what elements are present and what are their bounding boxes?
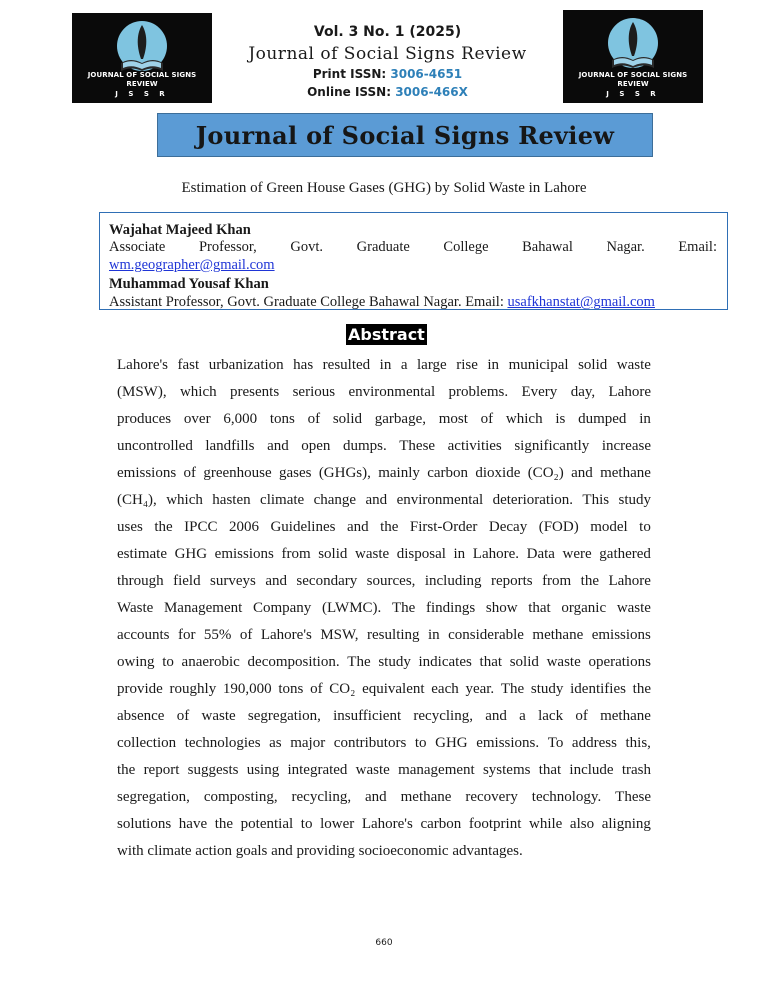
- abstract-line: [117, 406, 651, 433]
- abstract-word: rise: [456, 357, 478, 373]
- abstract-word: (LWMC).: [322, 600, 382, 616]
- abstract-word: a: [519, 708, 526, 724]
- abstract-word: technology.: [531, 789, 602, 805]
- abstract-word: significantly: [514, 438, 590, 454]
- journal-logo-right: [563, 10, 703, 103]
- abstract-word: 55%: [203, 627, 232, 643]
- abstract-word: gathered: [599, 546, 651, 562]
- abstract-word: MSW,: [320, 627, 359, 643]
- print-issn-label: Print ISSN:: [312, 67, 387, 81]
- abstract-word: recycling,: [413, 708, 473, 724]
- abstract-word: as: [269, 735, 282, 751]
- abstract-word: is: [555, 411, 566, 427]
- logo-abbrev-text: J S S R: [115, 89, 169, 98]
- abstract-word: GHG: [174, 546, 208, 562]
- abstract-word: suggests: [187, 762, 239, 778]
- abstract-word: mainly: [378, 465, 420, 481]
- online-issn: [220, 85, 555, 99]
- abstract-word: Lahore's: [117, 357, 169, 373]
- abstract-word: disposal: [396, 546, 446, 562]
- abstract-word: carbon: [427, 465, 469, 481]
- abstract-word: organic: [561, 600, 607, 616]
- abstract-line: [117, 784, 651, 811]
- abstract-word: solid: [578, 357, 608, 373]
- abstract-word: Lahore's: [260, 627, 312, 643]
- abstract-word: and: [571, 465, 593, 481]
- abstract-word: each: [431, 681, 459, 697]
- abstract-word: (CH₄),: [117, 492, 157, 508]
- abstract-word: using: [246, 762, 280, 778]
- abstract-word: in: [487, 357, 500, 373]
- abstract-word: of: [575, 708, 588, 724]
- abstract-word: study: [378, 654, 411, 670]
- abstract-word: urbanization: [208, 357, 284, 373]
- abstract-word: report: [143, 762, 180, 778]
- author-email-link[interactable]: wm.geographer@gmail.com: [109, 257, 275, 273]
- abstract-word: lack: [538, 708, 564, 724]
- abstract-word: and: [485, 708, 507, 724]
- online-issn-label: Online ISSN:: [307, 85, 391, 99]
- abstract-word: increase: [601, 438, 651, 454]
- abstract-word: insufficient: [333, 708, 402, 724]
- abstract-word: and: [346, 519, 369, 535]
- abstract-word: anaerobic: [181, 654, 240, 670]
- abstract-word: decomposition.: [247, 654, 340, 670]
- abstract-word: and: [365, 492, 388, 508]
- abstract-word: also: [569, 816, 595, 832]
- abstract-word: provide: [117, 681, 163, 697]
- author-email-link[interactable]: usafkhanstat@gmail.com: [507, 294, 655, 310]
- abstract-word: from: [542, 573, 572, 589]
- abstract-word: 190,000: [222, 681, 272, 697]
- abstract-word: from: [281, 546, 311, 562]
- logo-journal-text: JOURNAL OF SOCIAL SIGNS REVIEW: [578, 70, 688, 89]
- abstract-word: To: [547, 735, 564, 751]
- affiliation-word: Nagar.: [606, 239, 645, 255]
- abstract-word: in: [379, 357, 392, 373]
- abstract-word: dioxide: [475, 465, 521, 481]
- abstract-word: the: [117, 762, 136, 778]
- abstract-word: the: [380, 519, 399, 535]
- abstract-word: Guidelines: [270, 519, 336, 535]
- author-affiliation: [109, 294, 655, 310]
- abstract-word: trash: [621, 762, 651, 778]
- article-title: Estimation of Green House Gases (GHG) by Solid Waste in Lahore: [181, 180, 587, 196]
- abstract-word: secondary: [296, 573, 358, 589]
- affiliation-word: Govt.: [290, 239, 324, 255]
- abstract-line: [117, 595, 651, 622]
- abstract-word: Every: [521, 384, 558, 400]
- abstract-word: emissions: [591, 627, 651, 643]
- abstract-word: municipal: [508, 357, 569, 373]
- page-number: 660: [375, 938, 393, 948]
- abstract-word: emissions: [214, 546, 274, 562]
- abstract-word: reports: [490, 573, 533, 589]
- author-affiliation: [109, 239, 717, 256]
- abstract-word: indicates: [418, 654, 472, 670]
- abstract-word: model: [590, 519, 628, 535]
- abstract-word: (MSW),: [117, 384, 167, 400]
- abstract-word: segregation,: [117, 789, 190, 805]
- online-issn-number: 3006-466X: [395, 85, 468, 99]
- abstract-word: 2006: [228, 519, 259, 535]
- abstract-line: [117, 703, 651, 730]
- abstract-word: considerable: [448, 627, 524, 643]
- abstract-word: owing: [117, 654, 155, 670]
- abstract-word: IPCC: [184, 519, 218, 535]
- affiliation-word: Professor,: [198, 239, 257, 255]
- abstract-word: which: [166, 492, 203, 508]
- abstract-body: [117, 352, 651, 865]
- abstract-line: [117, 676, 651, 703]
- abstract-word: open: [301, 438, 331, 454]
- abstract-word: sources,: [366, 573, 416, 589]
- abstract-word: equivalent: [362, 681, 425, 697]
- affiliation-word: Graduate: [356, 239, 410, 255]
- abstract-word: Decay: [488, 519, 528, 535]
- abstract-word: tons: [269, 411, 295, 427]
- abstract-word: of: [176, 708, 190, 724]
- abstract-word: dumps.: [342, 438, 387, 454]
- abstract-word: carbon: [420, 816, 462, 832]
- abstract-word: in: [639, 411, 651, 427]
- abstract-word: through: [117, 573, 164, 589]
- abstract-word: the: [154, 519, 173, 535]
- abstract-word: has: [293, 357, 314, 373]
- abstract-word: in: [453, 546, 466, 562]
- abstract-word: methane: [532, 627, 584, 643]
- abstract-word: hasten: [212, 492, 251, 508]
- abstract-word: contributors: [333, 735, 407, 751]
- abstract-word: Company: [252, 600, 312, 616]
- abstract-word: systems: [482, 762, 531, 778]
- affiliation-word: Email:: [678, 239, 717, 255]
- abstract-word: recovery: [465, 789, 518, 805]
- abstract-word: to: [162, 654, 174, 670]
- affiliation-word: Bahawal: [522, 239, 573, 255]
- abstract-word: identifies: [570, 681, 626, 697]
- abstract-word: activities: [447, 438, 502, 454]
- abstract-word: change: [313, 492, 357, 508]
- abstract-word: Management: [163, 600, 243, 616]
- abstract-word: The: [347, 654, 371, 670]
- abstract-word: were: [562, 546, 592, 562]
- abstract-word: waste: [355, 762, 390, 778]
- abstract-word: problems.: [448, 384, 509, 400]
- author-name: Wajahat Majeed Khan: [109, 222, 251, 238]
- abstract-word: over: [183, 411, 211, 427]
- abstract-word: which: [179, 384, 217, 400]
- abstract-word: of: [307, 411, 321, 427]
- abstract-word: garbage,: [374, 411, 426, 427]
- abstract-word: potential: [240, 816, 294, 832]
- author-name: Muhammad Yousaf Khan: [109, 276, 269, 292]
- abstract-word: estimate: [117, 546, 167, 562]
- abstract-word: waste: [201, 708, 236, 724]
- abstract-word: solid: [332, 411, 363, 427]
- affiliation-text: Assistant Professor, Govt. Graduate College Bahawal Nagar. Email:: [109, 294, 504, 310]
- abstract-line: [117, 649, 651, 676]
- abstract-word: dumped: [578, 411, 627, 427]
- abstract-word: fast: [177, 357, 200, 373]
- abstract-word: Data: [526, 546, 555, 562]
- abstract-word: year.: [465, 681, 495, 697]
- abstract-word: for: [177, 627, 196, 643]
- abstract-word: First-Order: [409, 519, 478, 535]
- abstract-word: management: [398, 762, 475, 778]
- abstract-word: the: [632, 681, 651, 697]
- abstract-word: that: [528, 600, 551, 616]
- abstract-word: include: [569, 762, 614, 778]
- abstract-line: [117, 352, 651, 379]
- abstract-word: integrated: [287, 762, 348, 778]
- abstract-word: resulted: [322, 357, 371, 373]
- abstract-word: waste: [546, 654, 581, 670]
- affiliation-word: College: [443, 239, 489, 255]
- abstract-word: study: [618, 492, 651, 508]
- abstract-word: This: [582, 492, 610, 508]
- abstract-word: study: [530, 681, 564, 697]
- abstract-line: [117, 514, 651, 541]
- abstract-word: Lahore: [608, 573, 651, 589]
- abstract-word: resulting: [367, 627, 420, 643]
- abstract-word: methane: [600, 465, 651, 481]
- abstract-word: the: [214, 816, 234, 832]
- abstract-word: show: [485, 600, 518, 616]
- abstract-word: uses: [117, 519, 143, 535]
- abstract-word: Lahore's: [361, 816, 413, 832]
- abstract-word: environmental: [396, 492, 484, 508]
- abstract-word: footprint: [468, 816, 522, 832]
- abstract-word: roughly: [169, 681, 217, 697]
- abstract-word: methane: [600, 708, 651, 724]
- abstract-word: emissions: [117, 465, 177, 481]
- abstract-word: These: [615, 789, 651, 805]
- abstract-word: day,: [570, 384, 596, 400]
- abstract-word: of: [480, 411, 494, 427]
- abstract-word: of: [310, 681, 323, 697]
- abstract-word: including: [424, 573, 482, 589]
- abstract-word: that: [479, 654, 503, 670]
- abstract-word: produces: [117, 411, 172, 427]
- abstract-word: composting,: [203, 789, 278, 805]
- abstract-word: and: [265, 573, 287, 589]
- print-issn: [220, 67, 555, 81]
- abstract-word: to: [639, 519, 651, 535]
- abstract-line: [117, 622, 651, 649]
- abstract-heading: Abstract: [348, 325, 425, 344]
- abstract-word: climate: [260, 492, 305, 508]
- logo-abbrev-text: J S S R: [606, 89, 660, 98]
- abstract-word: and: [365, 789, 387, 805]
- abstract-word: while: [528, 816, 563, 832]
- abstract-word: deterioration.: [492, 492, 573, 508]
- journal-logo-left: [72, 13, 212, 103]
- abstract-word: surveys: [210, 573, 256, 589]
- abstract-word: CO₂: [329, 681, 356, 697]
- abstract-word: technologies: [184, 735, 261, 751]
- journal-name: Journal of Social Signs Review: [248, 44, 527, 64]
- abstract-word: environmental: [348, 384, 436, 400]
- abstract-word: absence: [117, 708, 165, 724]
- abstract-word: waste: [355, 546, 390, 562]
- abstract-word: Lahore: [608, 384, 651, 400]
- abstract-word: Waste: [117, 600, 154, 616]
- abstract-word: The: [500, 681, 525, 697]
- abstract-word: (GHGs),: [318, 465, 371, 481]
- abstract-word: waste: [616, 357, 651, 373]
- author-box: [99, 212, 728, 310]
- abstract-word: waste: [616, 600, 651, 616]
- volume-issue: Vol. 3 No. 1 (2025): [313, 24, 462, 40]
- abstract-line: with climate action goals and providing socioeconomic advantages.: [117, 843, 523, 859]
- abstract-word: (FOD): [538, 519, 579, 535]
- abstract-line: [117, 757, 651, 784]
- abstract-word: to: [300, 816, 313, 832]
- abstract-word: tons: [278, 681, 304, 697]
- abstract-word: a: [400, 357, 408, 373]
- abstract-word: large: [417, 357, 447, 373]
- abstract-word: segregation,: [247, 708, 321, 724]
- abstract-word: 6,000: [223, 411, 258, 427]
- abstract-word: which: [505, 411, 543, 427]
- affiliation-word: Associate: [109, 239, 166, 255]
- abstract-word: presents: [230, 384, 280, 400]
- abstract-line: [117, 379, 651, 406]
- banner-title: Journal of Social Signs Review: [195, 121, 615, 150]
- abstract-word: of: [239, 627, 253, 643]
- abstract-word: serious: [292, 384, 336, 400]
- abstract-line: [117, 541, 651, 568]
- abstract-word: major: [290, 735, 326, 751]
- abstract-line: [117, 487, 651, 514]
- abstract-word: this,: [625, 735, 651, 751]
- abstract-word: aligning: [601, 816, 651, 832]
- abstract-word: the: [580, 573, 599, 589]
- abstract-word: greenhouse: [203, 465, 272, 481]
- abstract-word: and: [267, 438, 289, 454]
- abstract-word: that: [538, 762, 562, 778]
- abstract-word: of: [183, 465, 197, 481]
- abstract-line: [117, 568, 651, 595]
- abstract-word: gases: [278, 465, 312, 481]
- abstract-word: solutions: [117, 816, 172, 832]
- book-quill-logo-icon: [111, 19, 173, 77]
- abstract-word: methane: [400, 789, 452, 805]
- abstract-line: [117, 811, 651, 838]
- abstract-line: [117, 433, 651, 460]
- abstract-word: in: [428, 627, 440, 643]
- journal-banner: [157, 113, 653, 157]
- abstract-word: operations: [588, 654, 651, 670]
- abstract-word: lower: [320, 816, 355, 832]
- logo-journal-text: JOURNAL OF SOCIAL SIGNS REVIEW: [87, 70, 197, 89]
- abstract-word: address: [571, 735, 617, 751]
- abstract-word: recycling,: [291, 789, 352, 805]
- abstract-word: have: [178, 816, 208, 832]
- abstract-word: The: [391, 600, 416, 616]
- book-quill-logo-icon: [602, 16, 664, 74]
- abstract-word: landfills: [205, 438, 255, 454]
- abstract-word: to: [414, 735, 427, 751]
- abstract-word: accounts: [117, 627, 170, 643]
- abstract-word: (CO₂): [527, 465, 564, 481]
- abstract-word: Lahore.: [472, 546, 520, 562]
- abstract-word: solid: [509, 654, 539, 670]
- abstract-word: collection: [117, 735, 177, 751]
- abstract-word: most: [438, 411, 468, 427]
- abstract-word: emissions.: [476, 735, 540, 751]
- abstract-word: GHG: [435, 735, 468, 751]
- print-issn-number: 3006-4651: [390, 67, 463, 81]
- abstract-word: These: [399, 438, 436, 454]
- abstract-word: solid: [318, 546, 348, 562]
- abstract-word: field: [173, 573, 201, 589]
- abstract-word: uncontrolled: [117, 438, 193, 454]
- abstract-line: [117, 460, 651, 487]
- abstract-line: [117, 730, 651, 757]
- abstract-word: findings: [426, 600, 476, 616]
